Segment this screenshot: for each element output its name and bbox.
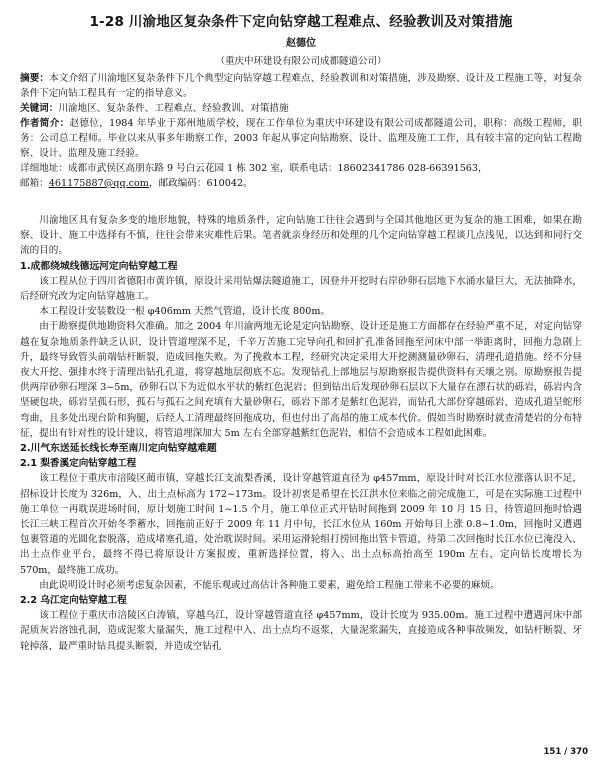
address: 详细地址：成都市武侯区高朋东路 9 号白云花园 1 栋 302 室，联系电话：18602341786 028-66391563， [20,163,488,174]
section-1-paragraph-3: 由于勘察提供地勘资料欠准确。加之 2004 年川渝两地无论是定向钻勘察、设计还是施工方面都存在经验严重不足，对定向钻穿越在复杂地质条件缺乏认识，设计管道埋深不足，千辛万苦施工完导向孔和回扩孔准备回拖至河床中部一举距离时，回拖力急剧上升，最终导致管头前端钻杆断裂，造成回拖失败。为了挽救本工程，经研究决定采用大开挖测测量砂卵石，清理孔道措施。经不分昼夜大开挖、强排水终于清理出钻孔孔道，将穿越地层彻底不忘。发现钻孔上部地层与原勘察报告提供资料有天壤之别。原勘察报告提供两岸砂卵石埋深 3~5m，砂卵石以下为近似水平状的紫红色泥岩；但到钻出后发现砂卵石层以下大量存在漂石状的砾岩，砾岩内含坚硬包块，砾岩呈孤石形，孤石与孤石之间充填有大量砂卵石，砾岩下部才是紫红色泥岩，而钻孔大部份穿越砾岩，造成孔道呈蛇形弯曲，且多处出现台阶和狗腿，后经人工清理最终回拖成功，但也付出了高昂的施工成本代价。假如当时勘察时就查清楚岩的分布特征，提出有针对性的设计建议，将管道埋深加大 5m 左右全部穿越紫红色泥岩，相信不会造成本工程如此困难。 [20,321,582,439]
section-2-2-heading: 2.2 乌江定向钻穿越工程 [20,595,127,607]
section-2-1-heading: 2.1 梨香溪定向钻穿越工程 [20,458,137,470]
section-1-heading: 1.成都绕城线德远河定向钻穿越工程 [20,260,178,272]
email-label: 邮箱： [20,178,49,189]
section-2-heading: 2.川气东送延长线长寿至南川定向钻穿越难题 [20,443,217,455]
bio-label: 作者简介： [20,118,70,129]
section-1-paragraph-1: 该工程从位于四川省德阳市黄许镇，原设计采用钻爆法隧道施工，因登井开挖时右岸砂卵石层地下水涌水量巨大，无法抽降水，后经研究改为定向钻穿越施工。 [20,275,582,303]
intro-paragraph: 川渝地区具有复杂多变的地形地貌，特殊的地质条件，定向钻施工往往会遇到与全国其他地区更为复杂的施工困难，如果在勘察、设计、施工中选择有不慎，往往会带来灾难性后果。笔者就亲身经历和处理的几个定向钻穿越工程谈几点浅见，以达到和同行交流的目的。 [20,215,582,257]
section-1-paragraph-2: 本工程设计安装数设一根 φ406mm 天然气管道，设计长度 800m。 [39,306,331,318]
keywords [20,101,582,116]
section-2-1-paragraph-1: 该工程位于重庆市涪陵区蔺市镇，穿越长江支流梨香溪，设计穿越管道直径为 φ457mm，原设计时对长江水位涨落认识不足，招标设计长度为 326m，入、出土点标高为 172~173m。设计初衷是希望在长江洪水位来临之前完成施工，可是在实际施工过程中施工单位一再耽误进场时间，原计划施工时间 1~1.5 个月，施工单位正式开钻时间拖到 2009 年 10 月 15 日，待管道回拖时恰遇长江三峡工程首次开始冬季蓄水，回拖前正好于 2009 年 11 月中旬，长江水位从 160m 开始每日上涨 0.8~1.0m，回拖时又遭遇包裹管道的光圆化套脱落，造成堵塞孔道，处治耽误时间。采用运滑轮组打捞回拖出管卡管道，待第二次回拖时长江水位已淹没入、出土点作业平台，最终不得已将原设计方案报废，重新选择位置，将入、出土点标高抬高至 190m 左右，定向钻长度增长为 570m，最终施工成功。 [20,473,582,576]
section-2-2-paragraph-1: 该工程位于重庆市涪陵区白涛镇，穿越乌江，设计穿越管道直径 φ457mm，设计长度为 935.00m。施工过程中遭遇河床中部泥质灰岩溶蚀孔洞，造成泥浆大量漏失，施工过程中入、出土点均不返浆，大量泥浆漏失，直接造成各种事故频发，如钻杆断裂、牙轮掉落，最严重时钻具提头断裂，并造成空钻孔 [20,610,582,652]
keywords-text: 川渝地区、复杂条件、工程难点、经验教训、对策措施 [58,103,289,114]
page-number: 151 / 370 [543,747,588,757]
author-name: 赵德位 [286,38,316,49]
email-link[interactable]: 461175887@qq.com [48,178,149,189]
abstract-label: 摘要： [20,73,50,84]
paper-metadata [20,71,582,191]
abstract [20,71,582,101]
abstract-text: 本文介绍了川渝地区复杂条件下几个典型定向钻穿越工程难点、经验教训和对策措施，涉及勘察、设计及工程施工等，对复杂条件下定向钻工程具有一定的指导意义。 [20,73,583,99]
section-2-1-paragraph-2: 由此说明设计时必须考虑复杂因素，不能乐观或过高估计各种施工要素，避免给工程施工带来不必要的麻烦。 [39,579,500,591]
body-text [20,213,582,654]
author-affiliation: （重庆中环建设有限公司成都隧道公司） [215,56,387,67]
bio-text: 赵德位，1984 年毕业于郑州地质学校，现在工作单位为重庆中环建设有限公司成都隧道公司，职称：高级工程师，职务：公司总工程师。毕业以来从事多年勘察工作，2003 年起从事定向钻勘察、设计、监理及施工工作，具有较丰富的定向钻工程勘察、设计、监理及施工经验。 [20,118,583,159]
contact-email [20,176,582,191]
keywords-label: 关键词： [20,103,59,114]
postcode: ，邮政编码：610042。 [148,178,253,189]
paper-title: 1-28 川渝地区复杂条件下定向钻穿越工程难点、经验教训及对策措施 [89,14,513,30]
author-bio [20,116,582,161]
